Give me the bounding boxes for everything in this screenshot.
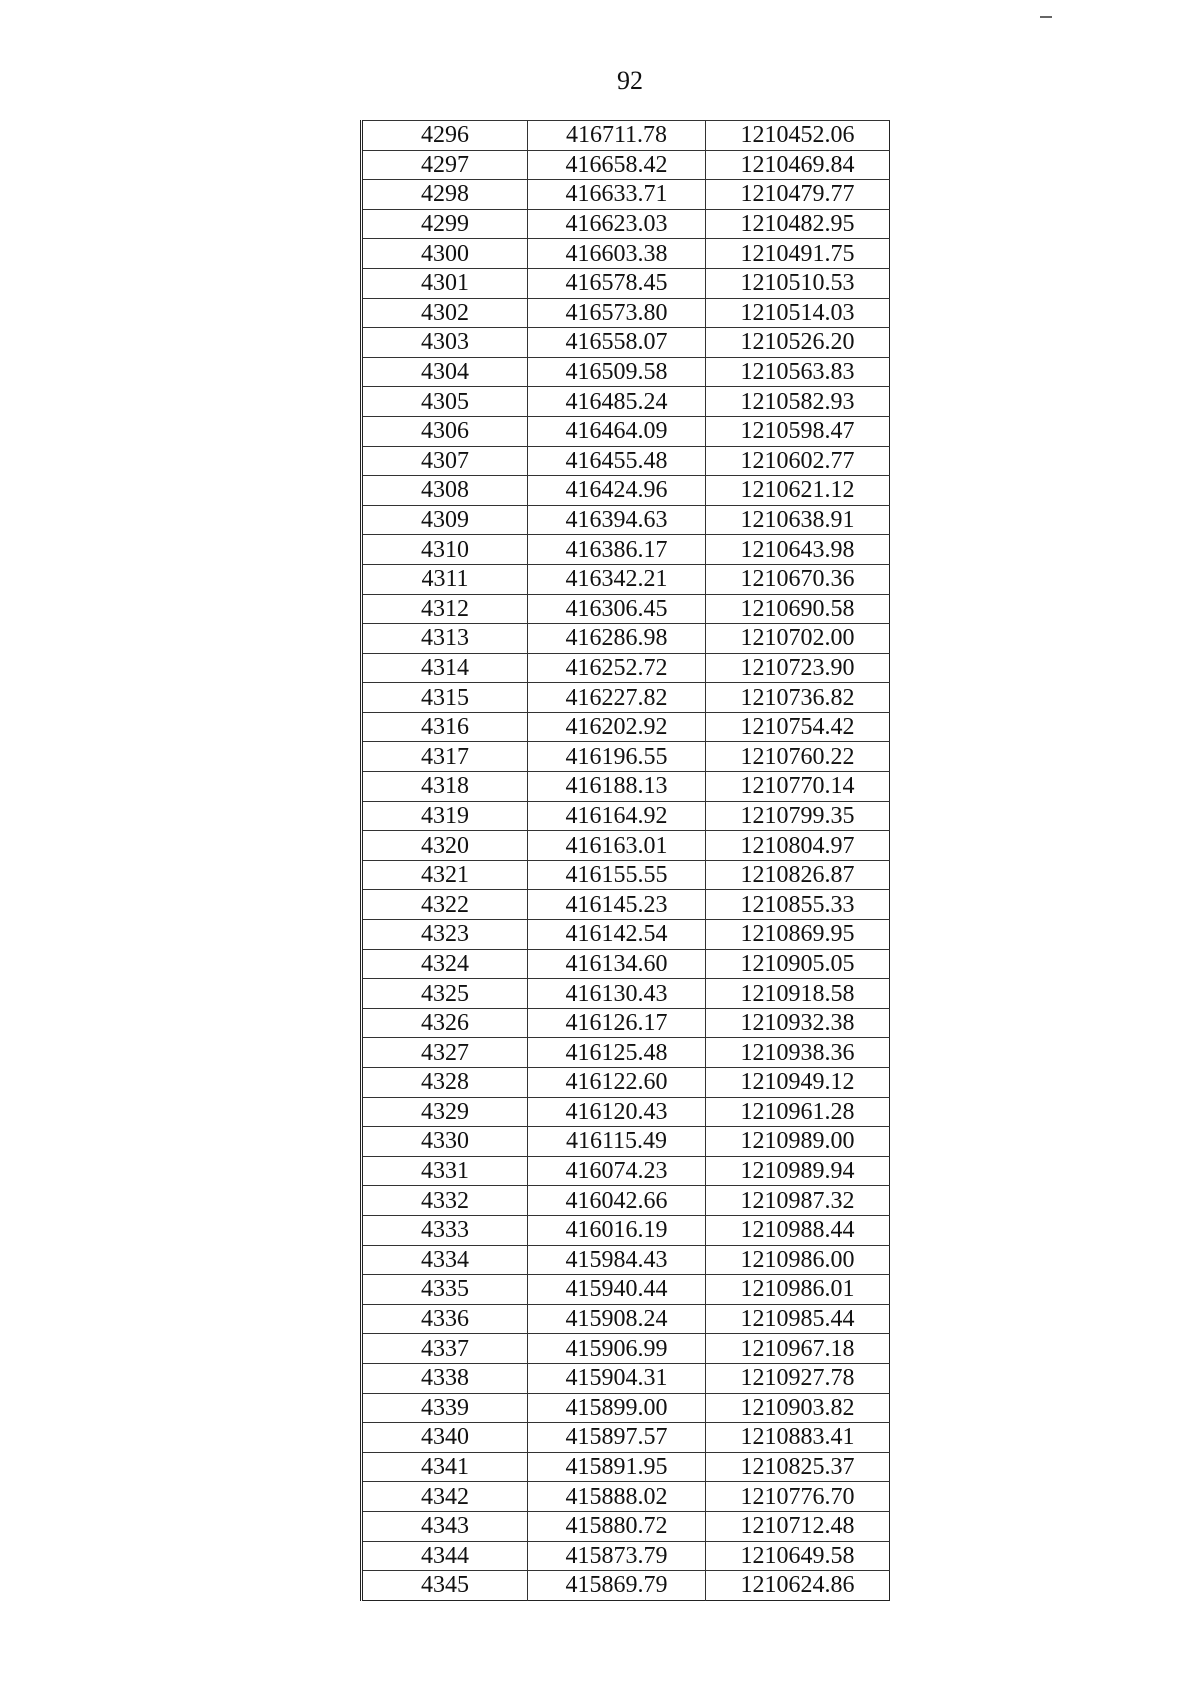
y-coordinate-cell: 1210754.42 xyxy=(706,712,890,742)
table-row xyxy=(362,180,890,210)
table-row xyxy=(362,712,890,742)
point-number-cell: 4336 xyxy=(362,1304,528,1334)
point-number-cell: 4333 xyxy=(362,1215,528,1245)
x-coordinate-cell: 416558.07 xyxy=(528,328,706,358)
point-number-cell: 4335 xyxy=(362,1275,528,1305)
x-coordinate-cell: 415888.02 xyxy=(528,1482,706,1512)
x-coordinate-cell: 415873.79 xyxy=(528,1541,706,1571)
table-row xyxy=(362,1215,890,1245)
y-coordinate-cell: 1210804.97 xyxy=(706,831,890,861)
table-row xyxy=(362,298,890,328)
x-coordinate-cell: 416227.82 xyxy=(528,683,706,713)
x-coordinate-cell: 416306.45 xyxy=(528,594,706,624)
table-row xyxy=(362,1008,890,1038)
point-number-cell: 4309 xyxy=(362,505,528,535)
y-coordinate-cell: 1210702.00 xyxy=(706,624,890,654)
y-coordinate-cell: 1210760.22 xyxy=(706,742,890,772)
table-row xyxy=(362,150,890,180)
table-row xyxy=(362,1156,890,1186)
x-coordinate-cell: 416042.66 xyxy=(528,1186,706,1216)
table-row xyxy=(362,1038,890,1068)
table-row xyxy=(362,1363,890,1393)
table-row xyxy=(362,357,890,387)
x-coordinate-cell: 416509.58 xyxy=(528,357,706,387)
y-coordinate-cell: 1210932.38 xyxy=(706,1008,890,1038)
point-number-cell: 4299 xyxy=(362,209,528,239)
x-coordinate-cell: 416188.13 xyxy=(528,772,706,802)
x-coordinate-cell: 416485.24 xyxy=(528,387,706,417)
point-number-cell: 4315 xyxy=(362,683,528,713)
x-coordinate-cell: 416155.55 xyxy=(528,860,706,890)
y-coordinate-cell: 1210905.05 xyxy=(706,949,890,979)
y-coordinate-cell: 1210482.95 xyxy=(706,209,890,239)
y-coordinate-cell: 1210723.90 xyxy=(706,653,890,683)
y-coordinate-cell: 1210986.00 xyxy=(706,1245,890,1275)
table-row xyxy=(362,1097,890,1127)
point-number-cell: 4296 xyxy=(362,121,528,151)
y-coordinate-cell: 1210736.82 xyxy=(706,683,890,713)
y-coordinate-cell: 1210989.00 xyxy=(706,1127,890,1157)
table-row xyxy=(362,476,890,506)
x-coordinate-cell: 416578.45 xyxy=(528,268,706,298)
point-number-cell: 4308 xyxy=(362,476,528,506)
x-coordinate-cell: 416134.60 xyxy=(528,949,706,979)
x-coordinate-cell: 416455.48 xyxy=(528,446,706,476)
table-row xyxy=(362,535,890,565)
coordinates-table xyxy=(360,120,890,1601)
x-coordinate-cell: 416658.42 xyxy=(528,150,706,180)
point-number-cell: 4322 xyxy=(362,890,528,920)
y-coordinate-cell: 1210670.36 xyxy=(706,564,890,594)
table-row xyxy=(362,949,890,979)
table-row xyxy=(362,1127,890,1157)
x-coordinate-cell: 415891.95 xyxy=(528,1452,706,1482)
point-number-cell: 4345 xyxy=(362,1571,528,1601)
y-coordinate-cell: 1210602.77 xyxy=(706,446,890,476)
x-coordinate-cell: 416126.17 xyxy=(528,1008,706,1038)
y-coordinate-cell: 1210690.58 xyxy=(706,594,890,624)
table-row xyxy=(362,860,890,890)
table-row xyxy=(362,239,890,269)
y-coordinate-cell: 1210918.58 xyxy=(706,979,890,1009)
y-coordinate-cell: 1210643.98 xyxy=(706,535,890,565)
table-row xyxy=(362,1304,890,1334)
point-number-cell: 4339 xyxy=(362,1393,528,1423)
table-row xyxy=(362,801,890,831)
table-row xyxy=(362,1068,890,1098)
table-row xyxy=(362,1423,890,1453)
y-coordinate-cell: 1210598.47 xyxy=(706,416,890,446)
point-number-cell: 4341 xyxy=(362,1452,528,1482)
y-coordinate-cell: 1210988.44 xyxy=(706,1215,890,1245)
point-number-cell: 4337 xyxy=(362,1334,528,1364)
y-coordinate-cell: 1210526.20 xyxy=(706,328,890,358)
table-row xyxy=(362,1186,890,1216)
x-coordinate-cell: 415869.79 xyxy=(528,1571,706,1601)
point-number-cell: 4324 xyxy=(362,949,528,979)
x-coordinate-cell: 415906.99 xyxy=(528,1334,706,1364)
y-coordinate-cell: 1210563.83 xyxy=(706,357,890,387)
y-coordinate-cell: 1210649.58 xyxy=(706,1541,890,1571)
table-row xyxy=(362,209,890,239)
point-number-cell: 4338 xyxy=(362,1363,528,1393)
y-coordinate-cell: 1210855.33 xyxy=(706,890,890,920)
coordinates-table-body xyxy=(362,121,890,1601)
point-number-cell: 4307 xyxy=(362,446,528,476)
point-number-cell: 4330 xyxy=(362,1127,528,1157)
x-coordinate-cell: 416163.01 xyxy=(528,831,706,861)
y-coordinate-cell: 1210986.01 xyxy=(706,1275,890,1305)
point-number-cell: 4301 xyxy=(362,268,528,298)
point-number-cell: 4327 xyxy=(362,1038,528,1068)
table-row xyxy=(362,121,890,151)
table-row xyxy=(362,831,890,861)
x-coordinate-cell: 416130.43 xyxy=(528,979,706,1009)
point-number-cell: 4303 xyxy=(362,328,528,358)
x-coordinate-cell: 416394.63 xyxy=(528,505,706,535)
table-row xyxy=(362,653,890,683)
y-coordinate-cell: 1210869.95 xyxy=(706,920,890,950)
x-coordinate-cell: 416711.78 xyxy=(528,121,706,151)
table-row xyxy=(362,979,890,1009)
y-coordinate-cell: 1210770.14 xyxy=(706,772,890,802)
point-number-cell: 4326 xyxy=(362,1008,528,1038)
x-coordinate-cell: 416202.92 xyxy=(528,712,706,742)
y-coordinate-cell: 1210621.12 xyxy=(706,476,890,506)
point-number-cell: 4305 xyxy=(362,387,528,417)
x-coordinate-cell: 416342.21 xyxy=(528,564,706,594)
y-coordinate-cell: 1210967.18 xyxy=(706,1334,890,1364)
point-number-cell: 4343 xyxy=(362,1511,528,1541)
x-coordinate-cell: 416145.23 xyxy=(528,890,706,920)
y-coordinate-cell: 1210903.82 xyxy=(706,1393,890,1423)
y-coordinate-cell: 1210985.44 xyxy=(706,1304,890,1334)
x-coordinate-cell: 415908.24 xyxy=(528,1304,706,1334)
y-coordinate-cell: 1210469.84 xyxy=(706,150,890,180)
table-row xyxy=(362,742,890,772)
x-coordinate-cell: 416196.55 xyxy=(528,742,706,772)
page-number: 92 xyxy=(617,66,643,95)
x-coordinate-cell: 416074.23 xyxy=(528,1156,706,1186)
table-row xyxy=(362,1452,890,1482)
x-coordinate-cell: 416142.54 xyxy=(528,920,706,950)
table-row xyxy=(362,594,890,624)
y-coordinate-cell: 1210510.53 xyxy=(706,268,890,298)
x-coordinate-cell: 415984.43 xyxy=(528,1245,706,1275)
x-coordinate-cell: 416125.48 xyxy=(528,1038,706,1068)
x-coordinate-cell: 416573.80 xyxy=(528,298,706,328)
point-number-cell: 4312 xyxy=(362,594,528,624)
point-number-cell: 4311 xyxy=(362,564,528,594)
point-number-cell: 4320 xyxy=(362,831,528,861)
x-coordinate-cell: 416164.92 xyxy=(528,801,706,831)
y-coordinate-cell: 1210987.32 xyxy=(706,1186,890,1216)
point-number-cell: 4328 xyxy=(362,1068,528,1098)
point-number-cell: 4313 xyxy=(362,624,528,654)
table-row xyxy=(362,1245,890,1275)
point-number-cell: 4323 xyxy=(362,920,528,950)
table-row xyxy=(362,1541,890,1571)
x-coordinate-cell: 416464.09 xyxy=(528,416,706,446)
table-row xyxy=(362,1275,890,1305)
y-coordinate-cell: 1210712.48 xyxy=(706,1511,890,1541)
table-row xyxy=(362,683,890,713)
scan-mark xyxy=(1040,16,1052,18)
y-coordinate-cell: 1210452.06 xyxy=(706,121,890,151)
table-row xyxy=(362,564,890,594)
x-coordinate-cell: 416252.72 xyxy=(528,653,706,683)
x-coordinate-cell: 416603.38 xyxy=(528,239,706,269)
table-row xyxy=(362,505,890,535)
table-row xyxy=(362,416,890,446)
y-coordinate-cell: 1210491.75 xyxy=(706,239,890,269)
y-coordinate-cell: 1210799.35 xyxy=(706,801,890,831)
x-coordinate-cell: 416016.19 xyxy=(528,1215,706,1245)
x-coordinate-cell: 415940.44 xyxy=(528,1275,706,1305)
y-coordinate-cell: 1210961.28 xyxy=(706,1097,890,1127)
table-row xyxy=(362,920,890,950)
point-number-cell: 4331 xyxy=(362,1156,528,1186)
point-number-cell: 4329 xyxy=(362,1097,528,1127)
table-row xyxy=(362,446,890,476)
y-coordinate-cell: 1210776.70 xyxy=(706,1482,890,1512)
point-number-cell: 4334 xyxy=(362,1245,528,1275)
x-coordinate-cell: 416120.43 xyxy=(528,1097,706,1127)
y-coordinate-cell: 1210989.94 xyxy=(706,1156,890,1186)
point-number-cell: 4316 xyxy=(362,712,528,742)
point-number-cell: 4332 xyxy=(362,1186,528,1216)
table-row xyxy=(362,890,890,920)
point-number-cell: 4344 xyxy=(362,1541,528,1571)
x-coordinate-cell: 416122.60 xyxy=(528,1068,706,1098)
y-coordinate-cell: 1210624.86 xyxy=(706,1571,890,1601)
y-coordinate-cell: 1210825.37 xyxy=(706,1452,890,1482)
point-number-cell: 4325 xyxy=(362,979,528,1009)
x-coordinate-cell: 416623.03 xyxy=(528,209,706,239)
x-coordinate-cell: 416633.71 xyxy=(528,180,706,210)
x-coordinate-cell: 416115.49 xyxy=(528,1127,706,1157)
point-number-cell: 4302 xyxy=(362,298,528,328)
point-number-cell: 4314 xyxy=(362,653,528,683)
point-number-cell: 4297 xyxy=(362,150,528,180)
point-number-cell: 4317 xyxy=(362,742,528,772)
table-row xyxy=(362,1511,890,1541)
x-coordinate-cell: 415904.31 xyxy=(528,1363,706,1393)
x-coordinate-cell: 415899.00 xyxy=(528,1393,706,1423)
point-number-cell: 4318 xyxy=(362,772,528,802)
x-coordinate-cell: 415897.57 xyxy=(528,1423,706,1453)
y-coordinate-cell: 1210883.41 xyxy=(706,1423,890,1453)
point-number-cell: 4340 xyxy=(362,1423,528,1453)
table-row xyxy=(362,1571,890,1601)
y-coordinate-cell: 1210927.78 xyxy=(706,1363,890,1393)
point-number-cell: 4342 xyxy=(362,1482,528,1512)
y-coordinate-cell: 1210949.12 xyxy=(706,1068,890,1098)
point-number-cell: 4321 xyxy=(362,860,528,890)
x-coordinate-cell: 416286.98 xyxy=(528,624,706,654)
x-coordinate-cell: 415880.72 xyxy=(528,1511,706,1541)
table-row xyxy=(362,328,890,358)
x-coordinate-cell: 416386.17 xyxy=(528,535,706,565)
table-row xyxy=(362,1334,890,1364)
point-number-cell: 4298 xyxy=(362,180,528,210)
table-row xyxy=(362,387,890,417)
table-row xyxy=(362,772,890,802)
y-coordinate-cell: 1210582.93 xyxy=(706,387,890,417)
table-row xyxy=(362,1393,890,1423)
y-coordinate-cell: 1210938.36 xyxy=(706,1038,890,1068)
y-coordinate-cell: 1210638.91 xyxy=(706,505,890,535)
point-number-cell: 4319 xyxy=(362,801,528,831)
point-number-cell: 4310 xyxy=(362,535,528,565)
y-coordinate-cell: 1210826.87 xyxy=(706,860,890,890)
point-number-cell: 4304 xyxy=(362,357,528,387)
table-row xyxy=(362,1482,890,1512)
y-coordinate-cell: 1210514.03 xyxy=(706,298,890,328)
table-row xyxy=(362,624,890,654)
point-number-cell: 4300 xyxy=(362,239,528,269)
table-row xyxy=(362,268,890,298)
y-coordinate-cell: 1210479.77 xyxy=(706,180,890,210)
point-number-cell: 4306 xyxy=(362,416,528,446)
x-coordinate-cell: 416424.96 xyxy=(528,476,706,506)
